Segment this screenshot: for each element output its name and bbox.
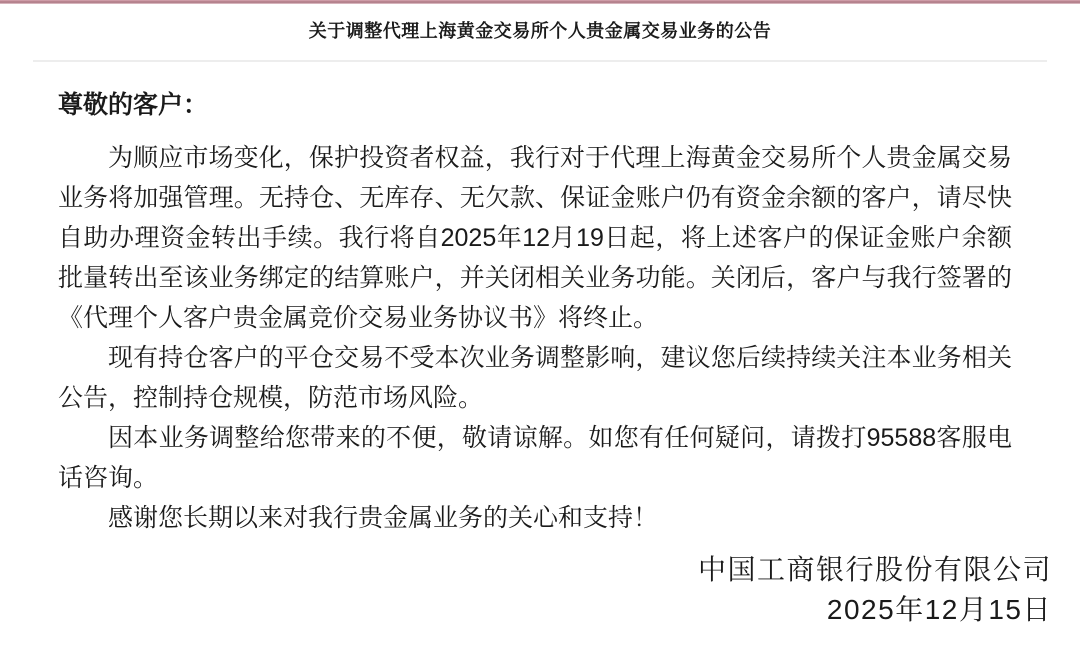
paragraph-existing-positions: 现有持仓客户的平仓交易不受本次业务调整影响，建议您后续持续关注本业务相关公告，控制持仓规模，防范市场风险。 xyxy=(58,344,1012,412)
paragraph-apology-hotline: 因本业务调整给您带来的不便，敬请谅解。如您有任何疑问，请拨打95588客服电话咨询。 xyxy=(58,424,1012,492)
paragraph-business-adjustment: 为顺应市场变化，保护投资者权益，我行对于代理上海黄金交易所个人贵金属交易业务将加强管理。无持仓、无库存、无欠款、保证金账户仍有资金余额的客户，请尽快自助办理资金转出手续。我行将自2025年12月19日起，将上述客户的保证金账户余额批量转出至该业务绑定的结算账户，并关闭相关业务功能。关闭后，客户与我行签署的《代理个人客户贵金属竞价交易业务协议书》将终止。 xyxy=(58,144,1012,332)
issuer-name: 中国工商银行股份有限公司 xyxy=(697,554,1052,585)
salutation: 尊敬的客户： xyxy=(58,91,209,119)
top-accent-bar xyxy=(0,0,1080,4)
announcement-title: 关于调整代理上海黄金交易所个人贵金属交易业务的公告 xyxy=(308,21,772,41)
issue-date: 2025年12月15日 xyxy=(826,594,1052,625)
signature-block xyxy=(0,550,1080,630)
paragraph-thanks: 感谢您长期以来对我行贵金属业务的关心和支持！ xyxy=(108,504,659,532)
announcement-body xyxy=(0,62,1080,538)
